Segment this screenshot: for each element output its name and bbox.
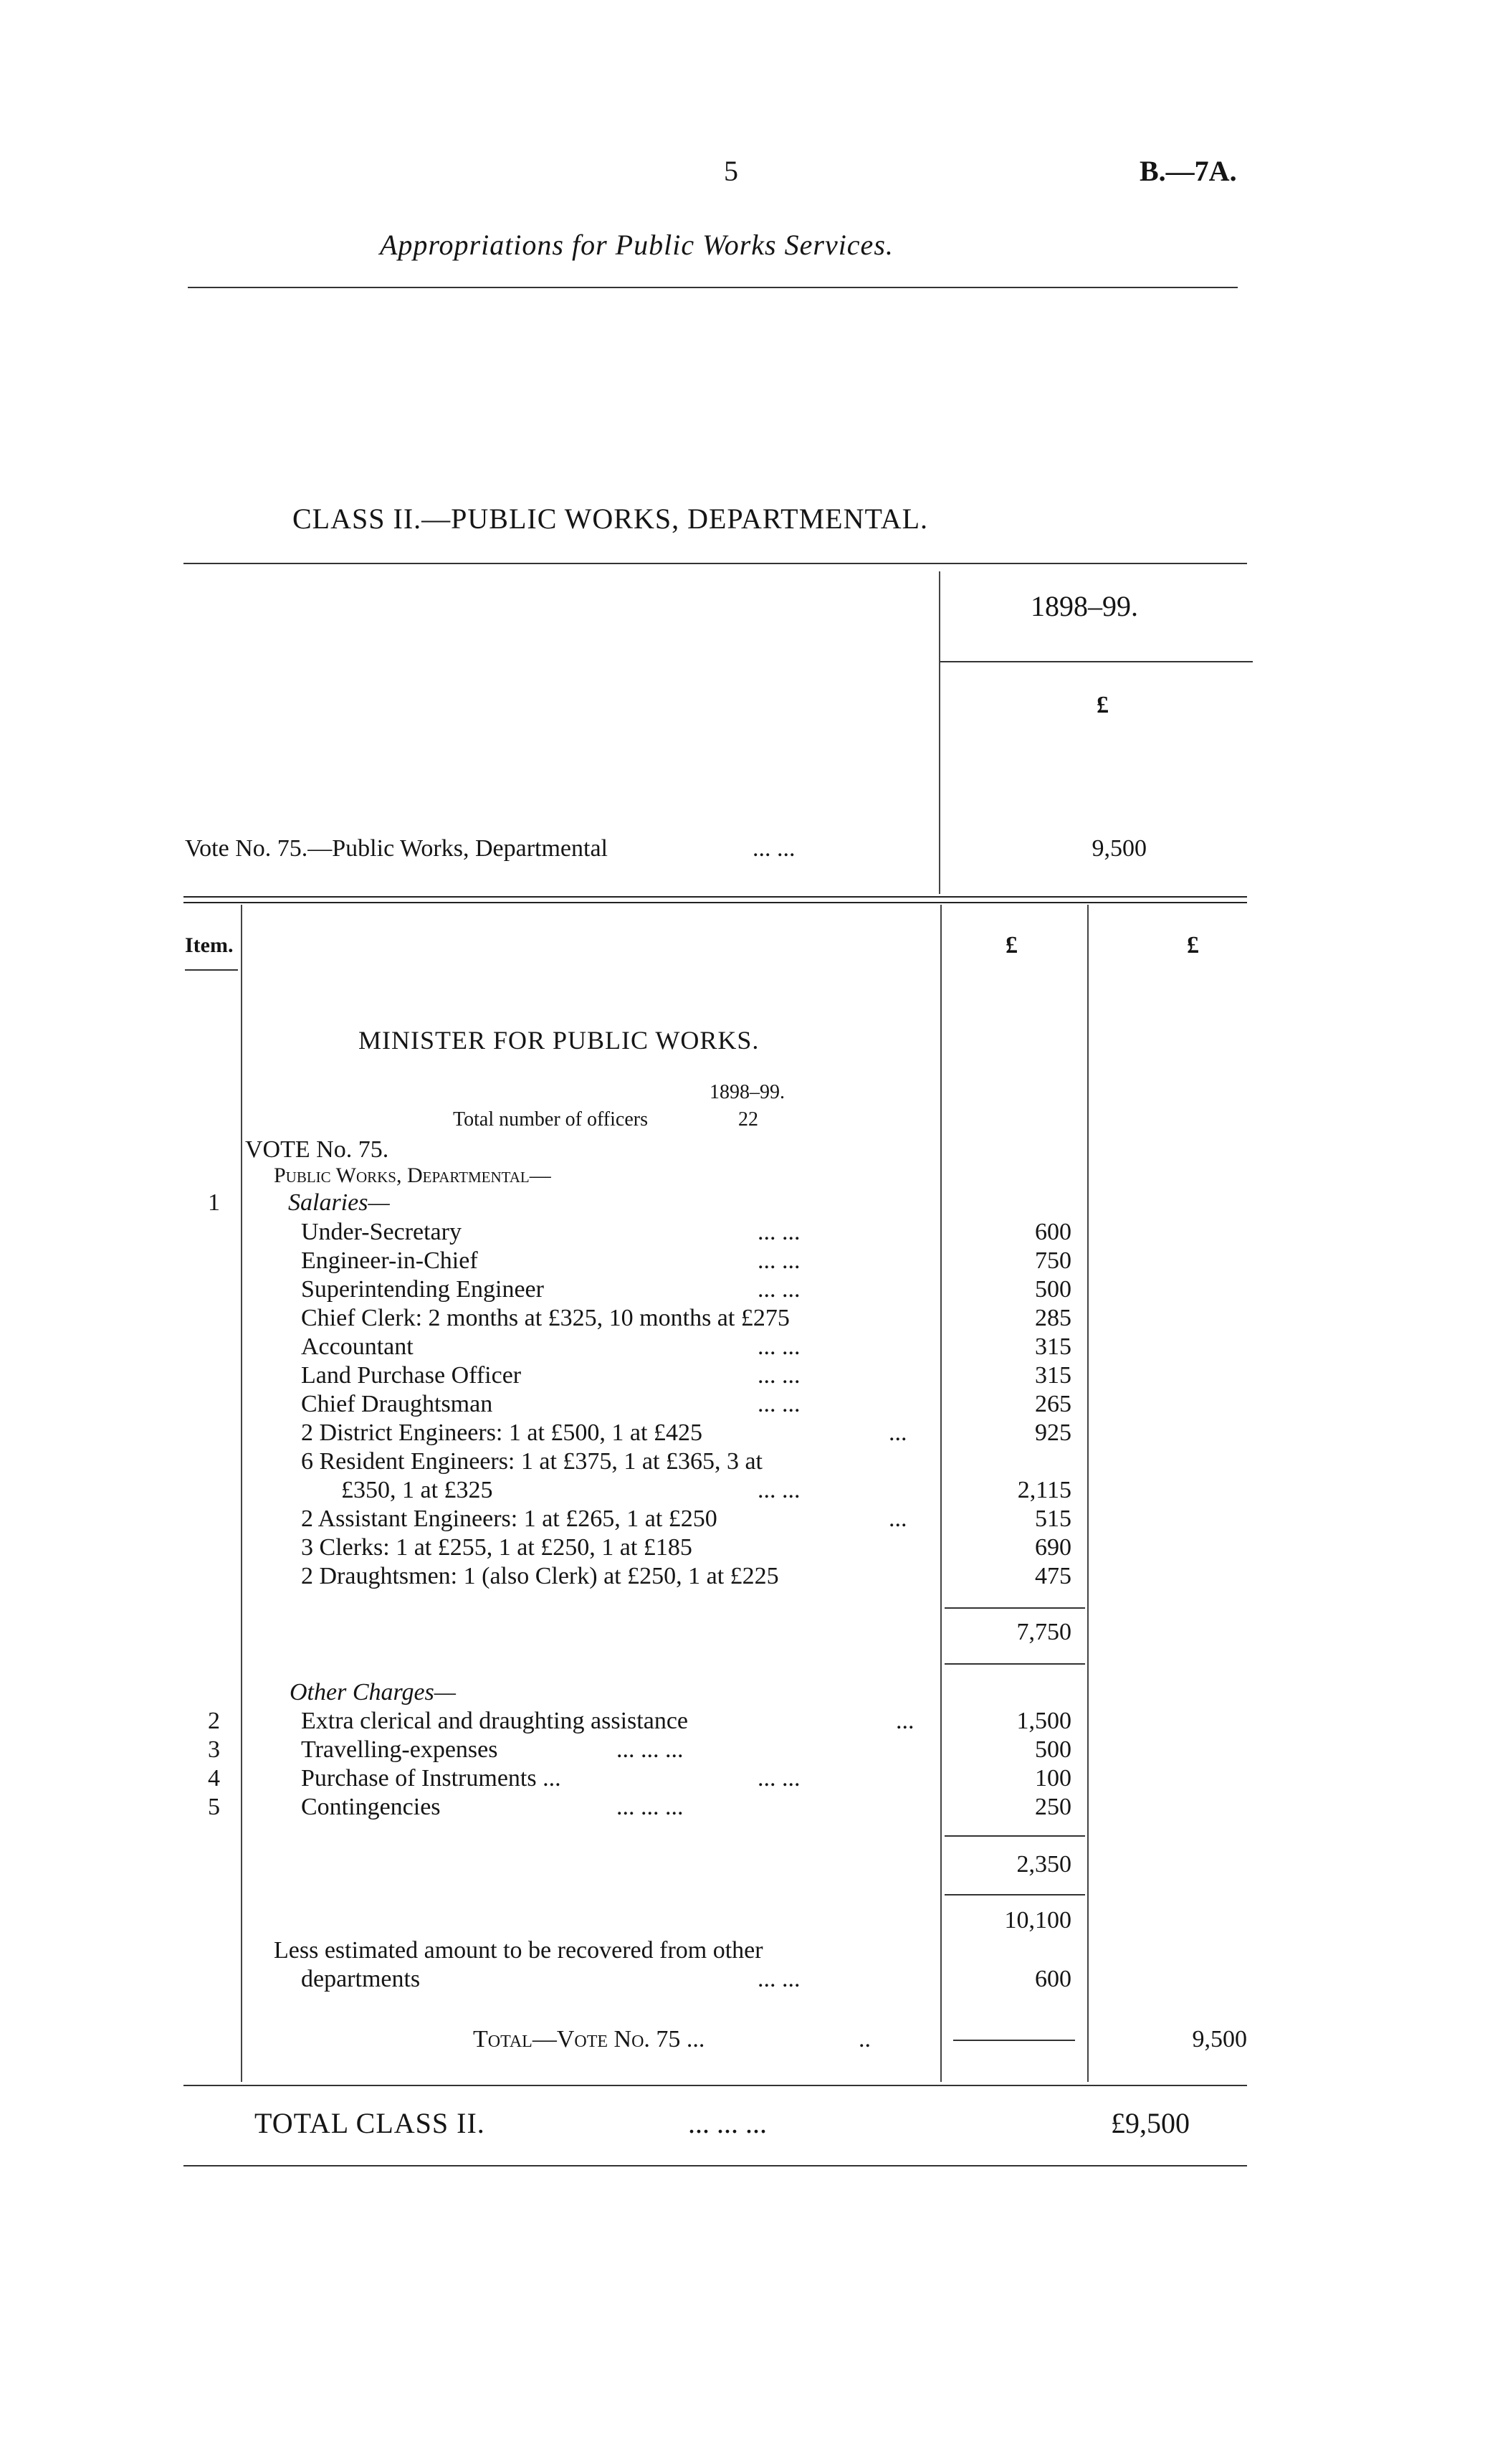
class-total-rule [183, 2165, 1247, 2166]
salary-leader: ... ... [758, 1333, 801, 1360]
other-amount: 1,500 [1016, 1708, 1071, 1734]
running-title: Appropriations for Public Works Services. [380, 229, 894, 261]
other-leader: ... ... ... [616, 1736, 684, 1763]
gross-total: 10,100 [1004, 1907, 1071, 1933]
salaries-total: 7,750 [1016, 1619, 1071, 1645]
salary-amount: 925 [1035, 1419, 1071, 1446]
item-header-underline [185, 969, 238, 971]
summary-column-divider [939, 571, 940, 894]
detail-top-rule-2 [183, 902, 1247, 903]
salary-leader: ... ... [758, 1477, 801, 1503]
summary-year: 1898–99. [1031, 590, 1138, 622]
salary-label: 2 Assistant Engineers: 1 at £265, 1 at £250 [301, 1505, 717, 1532]
salary-label: Engineer-in-Chief [301, 1247, 478, 1274]
vote-total-net-rule [953, 2040, 1075, 2041]
other-item-number: 5 [208, 1794, 220, 1820]
class-total-label: TOTAL CLASS II. [254, 2107, 485, 2139]
salary-label: Superintending Engineer [301, 1276, 544, 1303]
other-leader: ... ... [758, 1765, 801, 1792]
salary-leader: ... [889, 1419, 907, 1446]
less-recovered-line-1: Less estimated amount to be recovered from other [274, 1937, 763, 1964]
salary-amount: 2,115 [1017, 1477, 1071, 1503]
less-recovered-amount: 600 [1035, 1966, 1071, 1992]
salary-label: Chief Clerk: 2 months at £325, 10 months at £275 [301, 1305, 790, 1331]
salaries-total-underline [945, 1663, 1085, 1665]
summary-year-rule [940, 661, 1253, 662]
officers-year: 1898–99. [710, 1081, 785, 1103]
detail-top-rule-1 [183, 896, 1247, 898]
summary-top-rule [183, 563, 1247, 564]
summary-vote-label: Vote No. 75.—Public Works, Departmental [185, 835, 608, 862]
salary-amount: 515 [1035, 1505, 1071, 1532]
header-rule [188, 287, 1238, 288]
other-total: 2,350 [1016, 1851, 1071, 1878]
salary-leader: ... ... [758, 1276, 801, 1303]
summary-currency: £ [1097, 692, 1109, 718]
other-charges-heading: Other Charges— [290, 1679, 457, 1706]
salary-label: 3 Clerks: 1 at £255, 1 at £250, 1 at £185 [301, 1534, 692, 1561]
other-amount: 500 [1035, 1736, 1071, 1763]
vote-total-label: Total—Vote No. 75 ... [473, 2026, 705, 2052]
officers-label: Total number of officers [453, 1108, 648, 1131]
salary-label: £350, 1 at £325 [341, 1477, 493, 1503]
salaries-subtotal-rule [945, 1607, 1085, 1609]
salary-label: 6 Resident Engineers: 1 at £375, 1 at £365, 3 at [301, 1448, 763, 1475]
summary-vote-amount: 9,500 [1092, 835, 1147, 862]
other-item-number: 3 [208, 1736, 220, 1763]
other-leader: ... ... ... [616, 1794, 684, 1820]
item-column-divider [241, 905, 242, 2082]
class-total-amount: £9,500 [1111, 2107, 1190, 2139]
item-column-header: Item. [185, 933, 234, 957]
amount-column-divider [940, 905, 942, 2082]
salary-amount: 265 [1035, 1391, 1071, 1417]
salary-amount: 750 [1035, 1247, 1071, 1274]
salary-label: Land Purchase Officer [301, 1362, 522, 1389]
salary-label: 2 District Engineers: 1 at £500, 1 at £425 [301, 1419, 702, 1446]
page-number: 5 [724, 155, 738, 187]
other-leader: ... [896, 1708, 914, 1734]
other-label: Extra clerical and draughting assistance [301, 1708, 688, 1734]
salaries-item-number: 1 [208, 1189, 220, 1216]
vote-total-amount: 9,500 [1192, 2026, 1247, 2052]
less-recovered-line-2: departments [301, 1966, 421, 1992]
salary-amount: 315 [1035, 1333, 1071, 1360]
minister-heading: MINISTER FOR PUBLIC WORKS. [358, 1026, 760, 1055]
department-heading: Public Works, Departmental— [274, 1164, 551, 1187]
salary-leader: ... [889, 1505, 907, 1532]
summary-vote-leader: ... ... [753, 835, 796, 862]
detail-bottom-rule [183, 2085, 1247, 2086]
salary-leader: ... ... [758, 1362, 801, 1389]
other-label: Contingencies [301, 1794, 441, 1820]
class-title: CLASS II.—PUBLIC WORKS, DEPARTMENTAL. [292, 503, 929, 535]
other-item-number: 2 [208, 1708, 220, 1734]
other-label: Travelling-expenses [301, 1736, 498, 1763]
salaries-heading: Salaries— [288, 1189, 390, 1216]
less-recovered-leader: ... ... [758, 1966, 801, 1992]
salary-label: Chief Draughtsman [301, 1391, 493, 1417]
other-amount: 100 [1035, 1765, 1071, 1792]
other-label: Purchase of Instruments ... [301, 1765, 561, 1792]
salary-label: Under-Secretary [301, 1219, 462, 1245]
other-subtotal-rule [945, 1835, 1085, 1837]
salary-label: 2 Draughtsmen: 1 (also Clerk) at £250, 1 at £225 [301, 1563, 779, 1589]
salary-amount: 475 [1035, 1563, 1071, 1589]
amount-column-currency: £ [1006, 932, 1018, 959]
salary-amount: 315 [1035, 1362, 1071, 1389]
total-column-divider [1087, 905, 1089, 2082]
salary-amount: 600 [1035, 1219, 1071, 1245]
document-reference: B.—7A. [1140, 155, 1237, 187]
salary-amount: 690 [1035, 1534, 1071, 1561]
salary-leader: ... ... [758, 1391, 801, 1417]
other-item-number: 4 [208, 1765, 220, 1792]
salary-label: Accountant [301, 1333, 414, 1360]
gross-total-rule [945, 1894, 1085, 1895]
other-amount: 250 [1035, 1794, 1071, 1820]
salary-amount: 500 [1035, 1276, 1071, 1303]
officers-count: 22 [738, 1108, 758, 1131]
vote-number: VOTE No. 75. [245, 1136, 389, 1163]
vote-total-leader: .. [859, 2026, 871, 2052]
salary-leader: ... ... [758, 1247, 801, 1274]
salary-leader: ... ... [758, 1219, 801, 1245]
salary-amount: 285 [1035, 1305, 1071, 1331]
class-total-leader: ... ... ... [688, 2107, 767, 2139]
total-column-currency: £ [1187, 932, 1199, 959]
